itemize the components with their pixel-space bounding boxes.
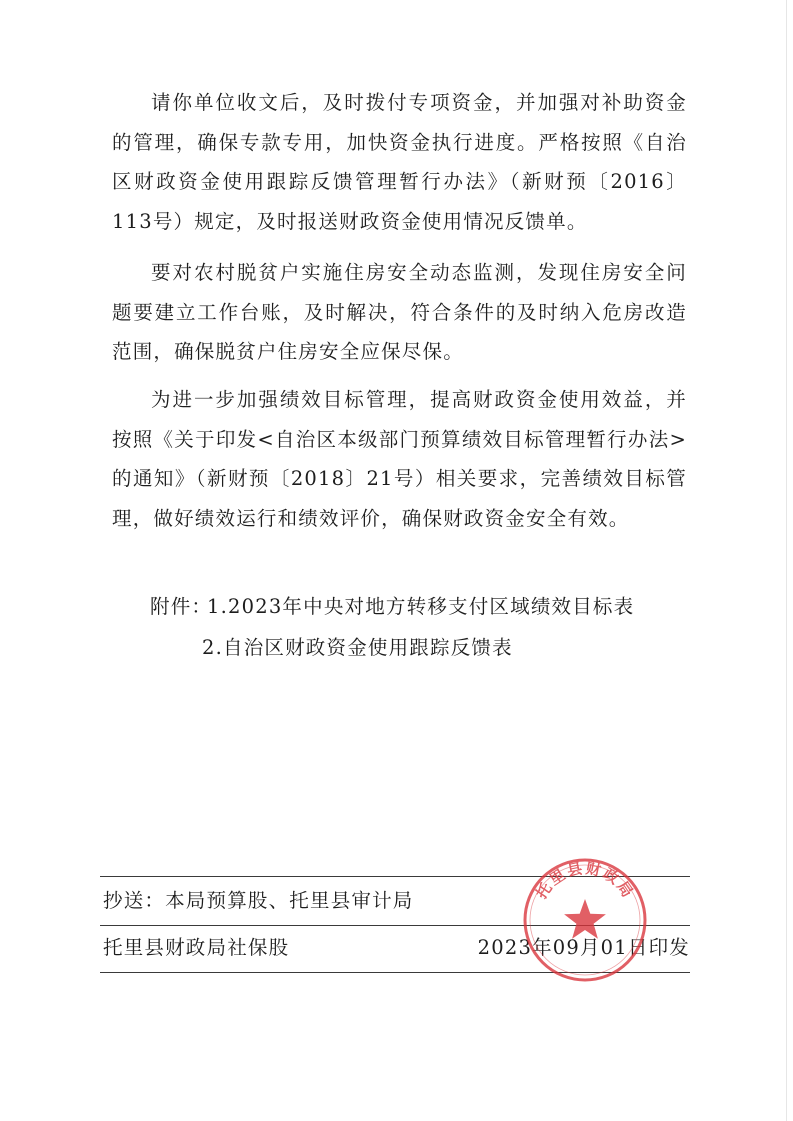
page-edge xyxy=(786,0,787,1121)
attachment-item-2: 2.自治区财政资金使用跟踪反馈表 xyxy=(202,636,513,659)
seal-arc-text: 托里县财政局 xyxy=(532,859,638,903)
attachments-label: 附件： xyxy=(150,595,213,618)
body-paragraph-1: 请你单位收文后，及时拨付专项资金，并加强对补助资金的管理，确保专款专用，加快资金执行进度。严格按照《自治区财政资金使用跟踪反馈管理暂行办法》（新财预〔2016〕113号）规定，及时报送财政资金使用情况反馈单。 xyxy=(112,91,687,233)
cc-recipients: 抄送：本局预算股、托里县审计局 xyxy=(103,889,414,912)
attachment-item-1: 1.2023年中央对地方转移支付区域绩效目标表 xyxy=(207,595,635,618)
body-paragraph-2: 要对农村脱贫户实施住房安全动态监测，发现住房安全问题要建立工作台账，及时解决，符合条件的及时纳入危房改造范围，确保脱贫户住房安全应保尽保。 xyxy=(112,261,687,363)
issuing-department: 托里县财政局社保股 xyxy=(103,936,290,959)
official-seal-stamp xyxy=(520,855,650,985)
issue-date: 2023年09月01日印发 xyxy=(477,936,690,959)
seal-star-icon xyxy=(564,899,606,939)
body-paragraph-3: 为进一步加强绩效目标管理，提高财政资金使用效益，并按照《关于印发<自治区本级部门预算绩效目标管理暂行办法>的通知》（新财预〔2018〕21号）相关要求，完善绩效目标管理，做好绩效运行和绩效评价，确保财政资金安全有效。 xyxy=(112,388,687,530)
